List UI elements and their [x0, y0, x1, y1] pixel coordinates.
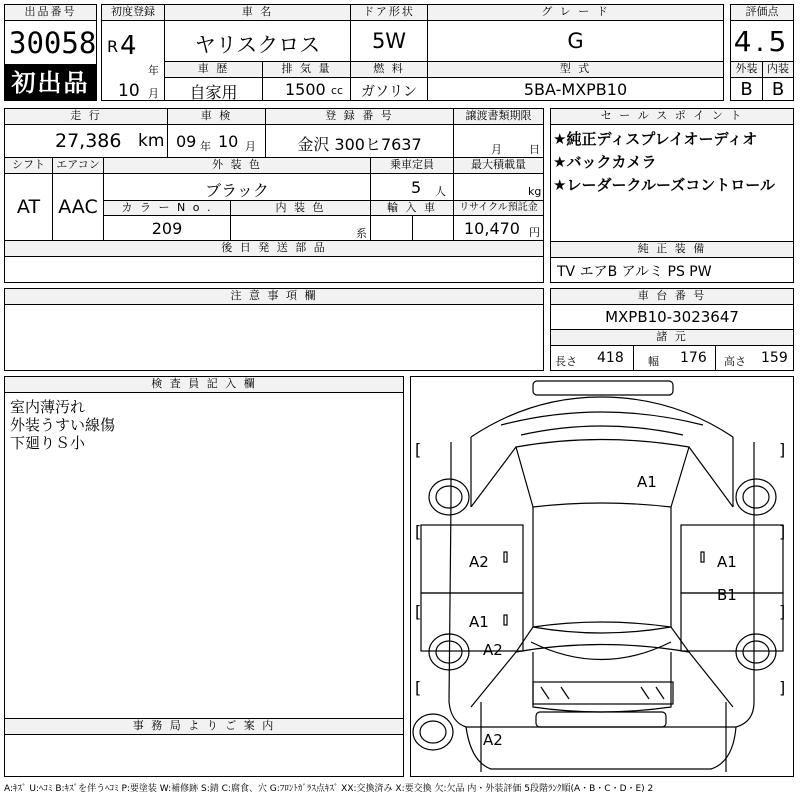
score-box: [730, 20, 794, 62]
registration-year: 4: [120, 31, 137, 61]
bracket-2: ]: [779, 440, 786, 459]
length-value: 418: [597, 350, 624, 366]
shift-type: AT: [16, 196, 41, 218]
plate-header: 登 録 番 号: [265, 108, 454, 125]
notes-box: [4, 304, 544, 371]
first-listing-badge: 初出品: [4, 65, 97, 101]
mileage: 27,386: [55, 130, 122, 152]
mileage-unit: km: [138, 131, 165, 151]
bracket-8: ]: [779, 678, 786, 697]
history-box: [164, 77, 263, 101]
damage-mark-roof: A1: [637, 473, 657, 491]
height-value: 159: [761, 350, 788, 366]
grade-header: グ レ ー ド: [427, 4, 724, 21]
width-value: 176: [680, 350, 707, 366]
recycle-unit: 円: [529, 226, 540, 239]
bracket-5: [: [415, 602, 422, 621]
bracket-4: ]: [779, 522, 786, 541]
later-parts-header: 後 日 発 送 部 品: [4, 240, 544, 257]
recycle-box: [453, 215, 544, 241]
inspection-month: 10: [218, 132, 239, 151]
chassis-number: MXPB10-3023647: [605, 308, 739, 326]
shift-box: [4, 173, 53, 241]
capacity-unit: 人: [435, 185, 446, 198]
registration-month: 10: [118, 81, 140, 101]
ac-type: AAC: [58, 196, 98, 218]
width-label: 幅: [648, 355, 659, 368]
month-unit: 月: [148, 87, 159, 100]
displacement-unit: cc: [331, 84, 344, 97]
exterior-header: 外装: [730, 61, 763, 78]
color-number: 209: [151, 219, 183, 238]
office-box: [4, 734, 404, 777]
sales-points-header: セ ー ル ス ポ イ ン ト: [550, 108, 794, 125]
seating-capacity: 5: [411, 178, 422, 197]
sales-point-1: ★純正ディスプレイオーディオ: [553, 130, 758, 148]
inspector-box: [4, 392, 404, 719]
interior-grade: B: [771, 79, 785, 100]
damage-legend: A:ｷｽﾞ U:ﾍｺﾐ B:ｷｽﾞを伴うﾍｺﾐ P:要塗装 W:補修跡 S:錆 C:腐食、穴 G:ﾌﾛﾝﾄｶﾞﾗｽ点ｷｽﾞ XX:交換済み X:要交換 欠:欠品 内・外装評価 5段階ﾗﾝｸ順(A・B・C・D・E) 2: [4, 784, 654, 794]
grade: G: [567, 29, 584, 53]
registration-plate: 金沢 300ヒ7637: [297, 135, 422, 154]
inspector-line-1: 室内薄汚れ: [10, 398, 86, 416]
ac-header: エアコン: [52, 157, 104, 174]
mileage-box: [4, 124, 168, 158]
specs-width-box: [633, 345, 716, 371]
displacement-header: 排 気 量: [262, 61, 351, 78]
displacement: 1500: [285, 80, 326, 99]
lot-number: 30058: [9, 26, 97, 60]
import-header: 輸 入 車: [370, 200, 454, 216]
bracket-3: [: [415, 522, 422, 541]
transfer-day-unit: 日: [529, 143, 540, 156]
damage-diagram-box: [410, 376, 794, 777]
inspection-header: 車 検: [167, 108, 266, 125]
load-header: 最大積載量: [453, 157, 544, 174]
interior-color-unit: 系: [356, 227, 367, 240]
vehicle-history: 自家用: [189, 83, 238, 102]
car-diagram: [411, 377, 793, 776]
transfer-month-unit: 月: [491, 143, 502, 156]
year-unit: 年: [148, 64, 159, 77]
import-box-left: [370, 215, 413, 241]
damage-mark-left-front-door: A1: [469, 613, 489, 631]
interior-color-box: [230, 215, 371, 241]
bracket-6: ]: [779, 602, 786, 621]
recycle-header: リサイクル預託金: [453, 200, 544, 216]
inspector-header: 検 査 員 記 入 欄: [4, 376, 404, 393]
mileage-header: 走 行: [4, 108, 168, 125]
sales-points-box: [550, 124, 794, 242]
displacement-box: [262, 77, 351, 101]
bracket-7: [: [415, 678, 422, 697]
ac-box: [52, 173, 104, 241]
era-label: R: [107, 37, 119, 56]
exterior-box: [730, 77, 763, 101]
first-registration-box: [101, 20, 165, 101]
import-box-right: [412, 215, 454, 241]
inspection-year-unit: 年: [200, 140, 211, 153]
specs-length-box: [550, 345, 634, 371]
first-registration-header: 初度登録: [101, 4, 165, 21]
length-label: 長さ: [555, 355, 577, 368]
model-header: 型 式: [427, 61, 724, 78]
door-header: ドア形状: [350, 4, 428, 21]
lot-number-box: [4, 20, 97, 65]
transfer-doc-box: [453, 124, 544, 158]
inspection-year: 09: [176, 132, 197, 151]
car-name-header: 車 名: [164, 4, 351, 21]
capacity-box: [370, 173, 454, 201]
genuine-equipment-box: [550, 257, 794, 283]
shift-header: シフト: [4, 157, 53, 174]
chassis-box: [550, 304, 794, 330]
fuel-box: [350, 77, 428, 101]
genuine-equipment-header: 純 正 装 備: [550, 241, 794, 258]
model-box: [427, 77, 724, 101]
inspector-line-3: 下廻りＳ小: [10, 434, 86, 452]
lot-number-header: 出品番号: [4, 4, 97, 21]
color-number-header: カ ラ ー N o .: [103, 200, 231, 216]
specs-header: 諸 元: [550, 329, 794, 346]
exterior-grade: B: [740, 79, 753, 100]
damage-mark-front-bumper: A2: [483, 731, 503, 749]
chassis-header: 車 台 番 号: [550, 288, 794, 305]
load-box: [453, 173, 544, 201]
damage-mark-right-rear-door: A1: [717, 553, 737, 571]
office-header: 事 務 局 よ り ご 案 内: [4, 718, 404, 735]
door-box: [350, 20, 428, 62]
car-name-box: [164, 20, 351, 62]
capacity-header: 乗車定員: [370, 157, 454, 174]
fuel-header: 燃 料: [350, 61, 428, 78]
car-name: ヤリスクロス: [194, 33, 321, 57]
evaluation-score: 4.5: [733, 25, 791, 58]
score-header: 評価点: [730, 4, 794, 21]
exterior-color: ブラック: [205, 181, 269, 200]
specs-height-box: [715, 345, 794, 371]
transfer-doc-header: 譲渡書類期限: [453, 108, 544, 125]
sales-point-3: ★レーダークルーズコントロール: [553, 176, 775, 194]
later-parts-box: [4, 256, 544, 283]
damage-mark-left-fender: A2: [483, 641, 503, 659]
history-header: 車 歴: [164, 61, 263, 78]
sales-point-2: ★バックカメラ: [553, 153, 657, 171]
damage-mark-right-front-door: B1: [717, 586, 737, 604]
bracket-1: [: [415, 440, 422, 459]
color-box: [103, 173, 371, 201]
interior-box: [762, 77, 794, 101]
damage-mark-left-rear-door: A2: [469, 553, 489, 571]
height-label: 高さ: [724, 355, 746, 368]
model-code: 5BA-MXPB10: [523, 80, 628, 99]
inspector-line-2: 外装うすい線傷: [10, 416, 116, 434]
door-type: 5W: [371, 29, 407, 53]
inspection-month-unit: 月: [245, 140, 256, 153]
color-number-box: [103, 215, 231, 241]
genuine-equipment: TV エアB アルミ PS PW: [557, 264, 712, 280]
grade-box: [427, 20, 724, 62]
plate-box: [265, 124, 454, 158]
load-unit: kg: [528, 185, 542, 198]
recycle-fee: 10,470: [464, 219, 520, 238]
interior-color-header: 内 装 色: [230, 200, 371, 216]
notes-header: 注 意 事 項 欄: [4, 288, 544, 305]
fuel-type: ガソリン: [361, 84, 417, 100]
inspection-box: [167, 124, 266, 158]
interior-header: 内装: [762, 61, 794, 78]
color-header: 外 装 色: [103, 157, 371, 174]
